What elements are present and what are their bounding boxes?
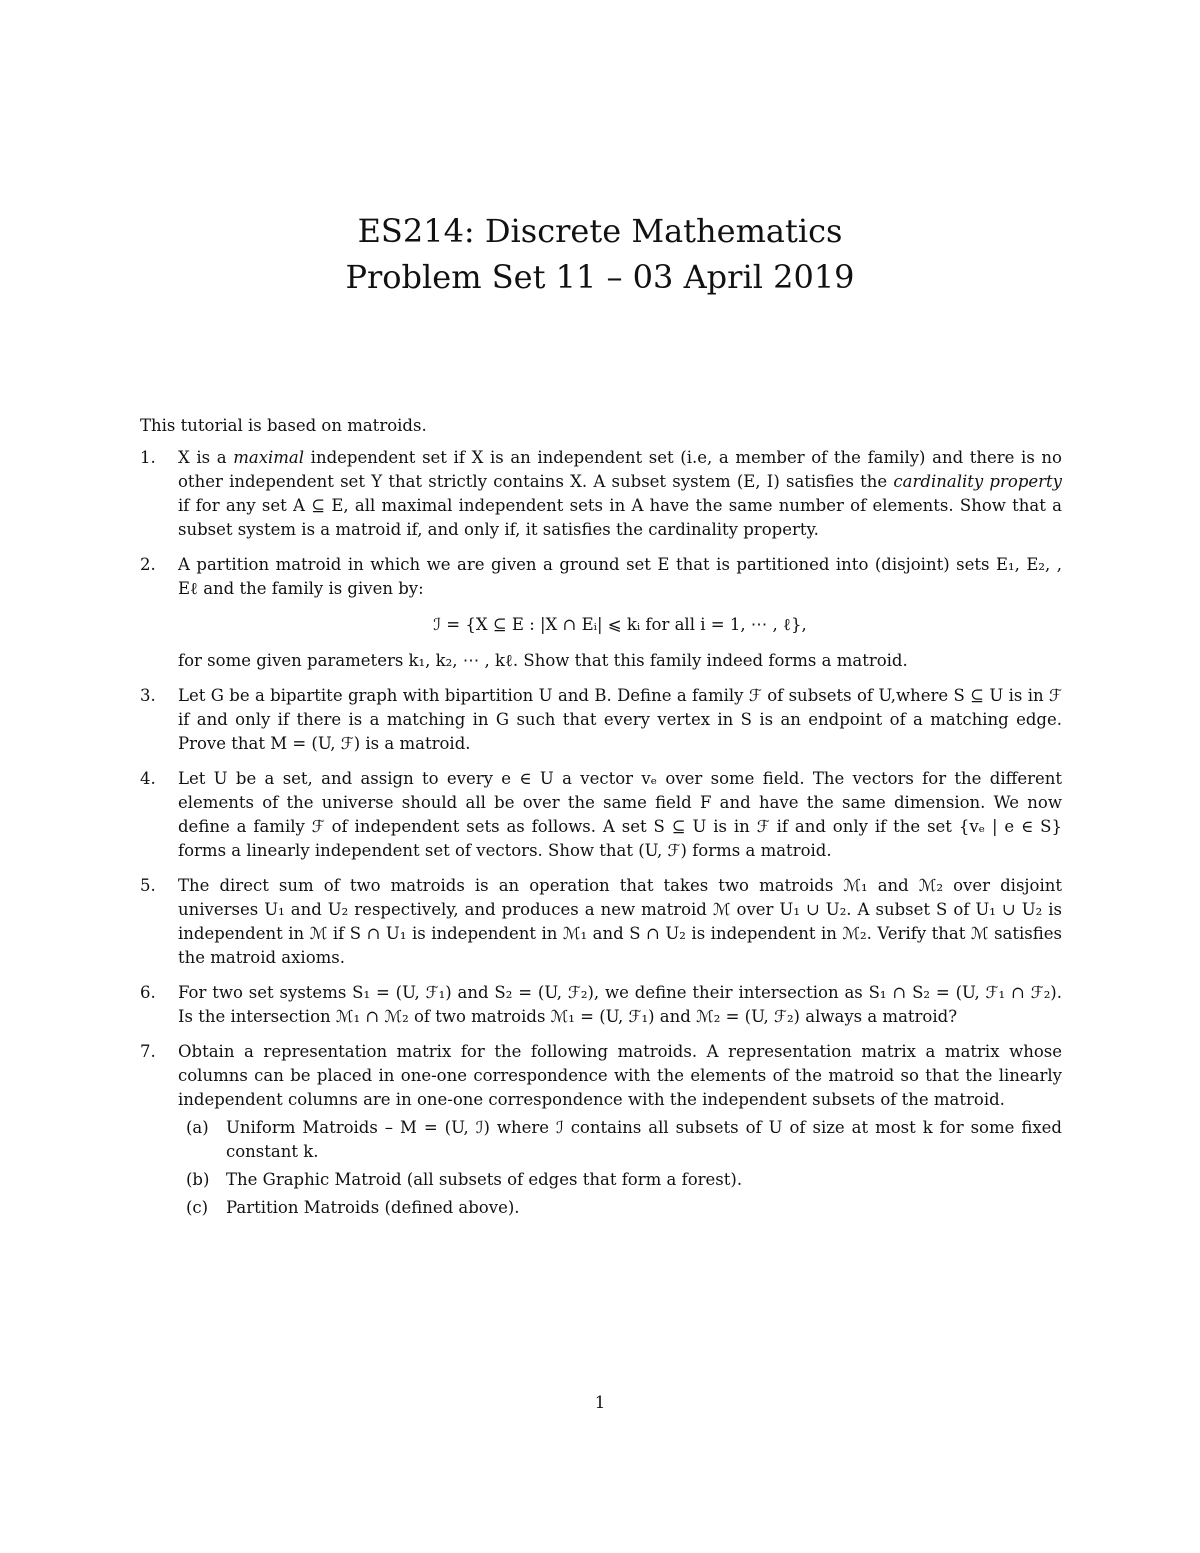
problem-number: 6.	[140, 983, 156, 1002]
problem-item-2	[140, 553, 1062, 673]
document-title: ES214: Discrete Mathematics	[357, 212, 843, 250]
problem-text: For two set systems S₁ = (U, ℱ₁) and S₂ = (U, ℱ₂), we define their intersection as S₁ ∩ S₂ = (U, ℱ₁ ∩ ℱ₂). Is the intersection ℳ₁ ∩ ℳ₂ of two matroids ℳ₁ = (U, ℱ₁) and ℳ₂ = (U, ℱ₂) always a matroid?	[178, 983, 1062, 1026]
page-number: 1	[594, 1393, 606, 1412]
problem-text: X is a	[178, 448, 234, 467]
problem-item-1	[140, 446, 1062, 542]
problem-number: 7.	[140, 1042, 156, 1061]
subitem-b	[178, 1168, 1062, 1192]
problem-text: Let G be a bipartite graph with bipartition U and B. Define a family ℱ of subsets of U,where S ⊆ U is in ℱ if and only if there is a matching in G such that every vertex in S is an endpoint of a matching edge. Prove that M = (U, ℱ) is a matroid.	[178, 686, 1062, 753]
subitem-text: Partition Matroids (defined above).	[226, 1198, 520, 1217]
document-body	[140, 414, 1062, 1231]
problem-text: independent set if X is an independent set (i.e, a member of the family) and there is no other independent set Y that strictly contains X. A subset system (E, I) satisfies the	[178, 448, 1062, 491]
problem-list	[140, 446, 1062, 1220]
problem-number: 5.	[140, 876, 156, 895]
problem-text: for some given parameters k₁, k₂, ⋯ , kℓ. Show that this family indeed forms a matroid.	[178, 651, 908, 670]
problem-text: if for any set A ⊆ E, all maximal independent sets in A have the same number of elements. Show that a subset system is a matroid if, and only if, it satisfies the cardinality property.	[178, 496, 1062, 539]
problem-text: A partition matroid in which we are given a ground set E that is partitioned into (disjoint) sets E₁, E₂, , Eℓ and the family is given by:	[178, 555, 1062, 598]
subitem-label: (c)	[186, 1198, 209, 1217]
problem-item-5	[140, 874, 1062, 970]
subitem-text: Uniform Matroids – M = (U, ℐ) where ℐ contains all subsets of U of size at most k for some fixed constant k.	[226, 1118, 1062, 1161]
problem-text: Let U be a set, and assign to every e ∈ U a vector vₑ over some field. The vectors for the different elements of the universe should all be over the same field F and have the same dimension. We now define a family ℱ of independent sets as follows. A set S ⊆ U is in ℱ if and only if the set {vₑ | e ∈ S} forms a linearly independent set of vectors. Show that (U, ℱ) forms a matroid.	[178, 769, 1062, 860]
document-subtitle: Problem Set 11 – 03 April 2019	[345, 258, 855, 296]
problem-number: 2.	[140, 555, 156, 574]
subitem-text: The Graphic Matroid (all subsets of edges that form a forest).	[226, 1170, 743, 1189]
problem-number: 3.	[140, 686, 156, 705]
intro-paragraph: This tutorial is based on matroids.	[140, 416, 427, 435]
problem-text: Obtain a representation matrix for the following matroids. A representation matrix a matrix whose columns can be placed in one-one correspondence with the elements of the matroid so that the linearly independent columns are in one-one correspondence with the independent subsets of the matroid.	[178, 1042, 1062, 1109]
problem-item-3	[140, 684, 1062, 756]
subitem-label: (a)	[186, 1118, 209, 1137]
subitem-a	[178, 1116, 1062, 1164]
emphasis-term: cardinality property	[893, 472, 1062, 491]
subitem-c	[178, 1196, 1062, 1220]
subitem-label: (b)	[186, 1170, 210, 1189]
problem-item-7	[140, 1040, 1062, 1220]
problem-item-4	[140, 767, 1062, 863]
problem-number: 4.	[140, 769, 156, 788]
problem-text: The direct sum of two matroids is an operation that takes two matroids ℳ₁ and ℳ₂ over disjoint universes U₁ and U₂ respectively, and produces a new matroid ℳ over U₁ ∪ U₂. A subset S of U₁ ∪ U₂ is independent in ℳ if S ∩ U₁ is independent in ℳ₁ and S ∩ U₂ is independent in ℳ₂. Verify that ℳ satisfies the matroid axioms.	[178, 876, 1062, 967]
problem-item-6	[140, 981, 1062, 1029]
subitem-list	[178, 1116, 1062, 1220]
emphasis-term: maximal	[233, 448, 305, 467]
document-header	[0, 208, 1200, 300]
display-equation: ℐ = {X ⊆ E : |X ∩ Eᵢ| ⩽ kᵢ for all i = 1, ⋯ , ℓ},	[433, 615, 807, 634]
problem-number: 1.	[140, 448, 156, 467]
